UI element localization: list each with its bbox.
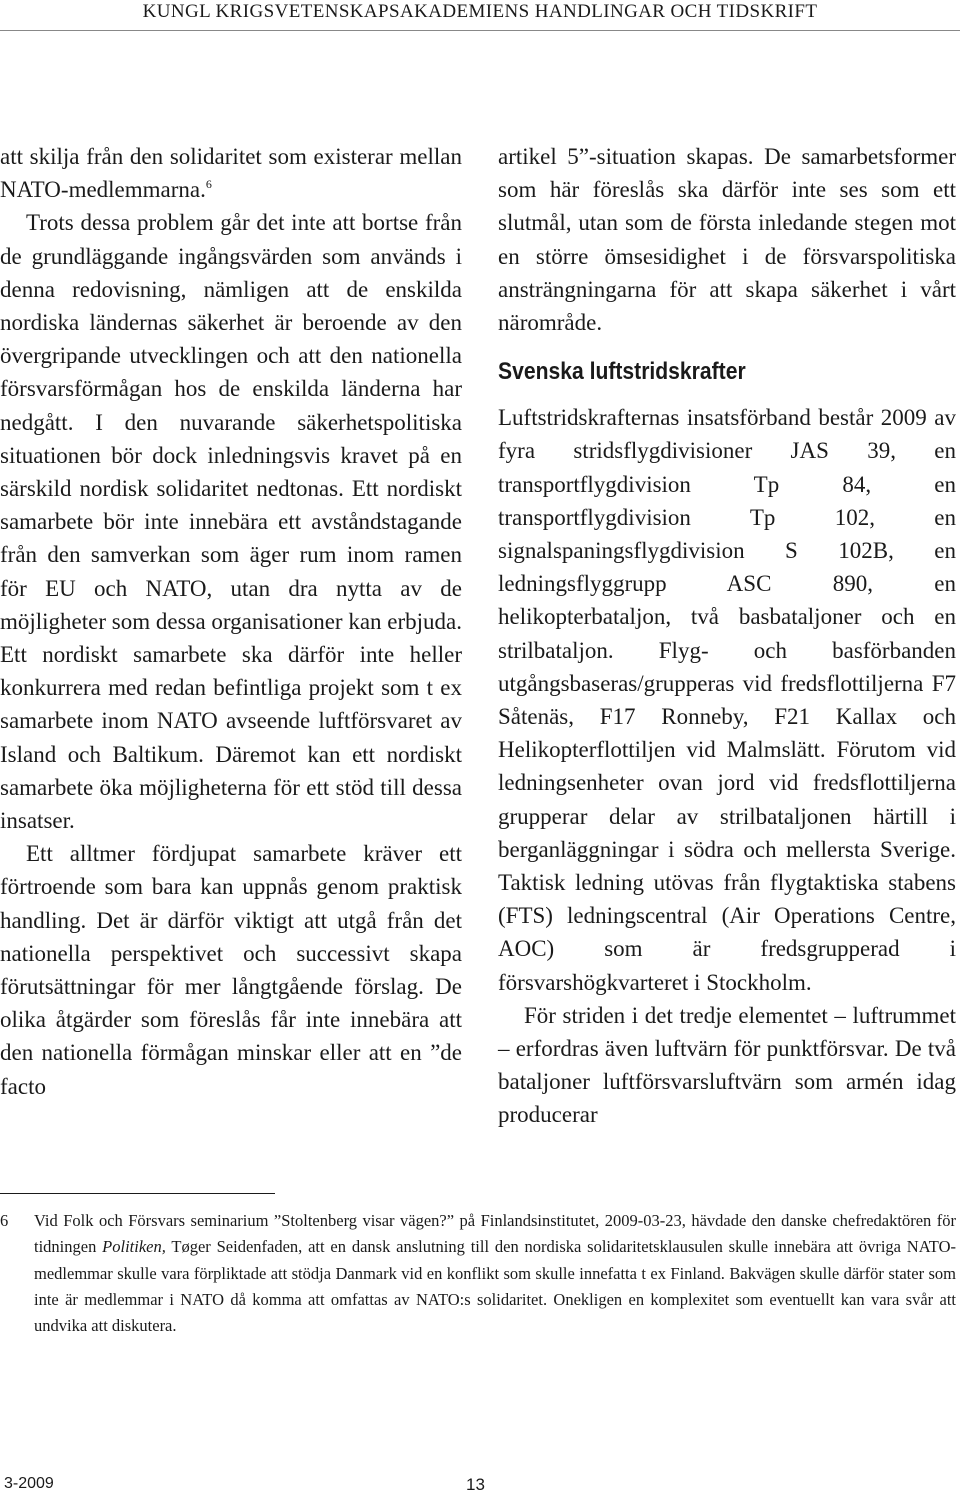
footnote-text-part-2: Tøger Seidenfaden, att en dansk anslutning till den nordiska solidaritetsklausulen skulle innebära att övriga NATO-medlemmar skulle vara förpliktade att stödja Danmark vid en konflikt som skulle innefatta t ex Finland. Bakvägen skulle därför stater som inte är medlemmar i NATO då komma att omfattas av NATO:s solidaritet. Onekligen en komplexitet som eventuellt kan vara svår att undvika att diskutera. bbox=[34, 1237, 956, 1336]
header-divider bbox=[0, 30, 960, 31]
page-number: 13 bbox=[466, 1475, 485, 1494]
footnote bbox=[0, 1208, 956, 1339]
running-head: KUNGL KRIGSVETENSKAPSAKADEMIENS HANDLINGAR OCH TIDSKRIFT bbox=[142, 1, 818, 22]
right-paragraph-2: Luftstridskrafternas insatsförband består 2009 av fyra stridsflygdivisioner JAS 39, en transportflygdivision Tp 84, en transportflygdivision Tp 102, en signalspaningsflygdivision S 102B, en ledningsflyggrupp ASC 890, en helikopterbataljon, två basbataljoner och en strilbataljon. Flyg- och basförbanden utgångsbaseras/grupperas vid fredsflottiljerna F7 Såtenäs, F17 Ronneby, F21 Kallax och Helikopterflottiljen vid Malmslätt. Förutom vid ledningsenheter ovan jord vid fredsflottiljerna grupperar delar av strilbataljonen härtill i berganläggningar i södra och mellersta Sverige. Taktisk ledning utövas från flygtaktiska stabens (FTS) ledningscentral (Air Operations Centre, AOC) som är fredsgrupperad i försvarshögkvarteret i Stockholm. bbox=[498, 405, 956, 995]
right-column bbox=[498, 140, 956, 1132]
left-paragraph-1 bbox=[0, 140, 462, 206]
left-paragraph-3: Ett alltmer fördjupat samarbete kräver ett förtroende som bara kan uppnås genom praktisk handling. Det är därför viktigt att utgå från det nationella perspektivet och successivt skapa förutsättningar för mer långtgående förslag. De olika åtgärder som föreslås får inte innebära att den nationella förmågan minskar eller att en ”de facto bbox=[0, 841, 462, 1099]
left-paragraph-2: Trots dessa problem går det inte att bortse från de grundläggande ingångsvärden som används i denna redovisning, nämligen att de enskilda nordiska ländernas säkerhet är beroende av den övergripande utvecklingen och att den nationella försvarsförmågan hos de enskilda länderna har nedgått. I den nuvarande säkerhetspolitiska situationen bör dock inledningsvis kravet på en särskild nordisk solidaritet nedtonas. Ett nordiskt samarbete bör inte innebära ett avståndstagande från den samverkan som äger rum inom ramen för EU och NATO, utan dra nytta av de möjligheter som dessa organisationer kan erbjuda. Ett nordiskt samarbete ska därför inte heller konkurrera med redan befintliga projekt som t ex samarbete inom NATO avseende luftförsvaret av Island och Baltikum. Däremot kan ett nordiskt samarbete öka möjligheterna för ett stöd till dessa insatser. bbox=[0, 210, 463, 834]
issue-label: 3-2009 bbox=[4, 1475, 54, 1492]
footnote-divider bbox=[0, 1193, 275, 1194]
footnote-text-part-1: Vid Folk och Försvars seminarium ”Stoltenberg visar vägen?” på Finlandsinstitutet, 2009-03-23, hävdade den danske chefredaktören för tidningen bbox=[34, 1211, 956, 1257]
footnote-number: 6 bbox=[0, 1211, 9, 1230]
right-paragraph-3: För striden i det tredje elementet – luftrummet – erfordras även luftvärn för punktförsvar. De två bataljoner luftförsvarsluftvärn som armén idag producerar bbox=[498, 1002, 956, 1128]
footnote-reference-6[interactable]: 6 bbox=[205, 177, 212, 192]
right-paragraph-1: artikel 5”-situation skapas. De samarbetsformer som här föreslås ska därför inte ses som ett slutmål, utan som de första inledande stegen mot en större ömsesidighet i de försvarspolitiska ansträngningarna för att skapa säkerhet i vårt närområde. bbox=[498, 144, 956, 336]
footnote-italic-title: Politiken, bbox=[102, 1237, 166, 1257]
left-column bbox=[0, 140, 462, 1103]
left-paragraph-1-text: att skilja från den solidaritet som existerar mellan NATO-medlemmarna. bbox=[0, 144, 462, 203]
section-heading: Svenska luftstridskrafter bbox=[498, 358, 746, 386]
footnote-text bbox=[34, 1208, 956, 1339]
